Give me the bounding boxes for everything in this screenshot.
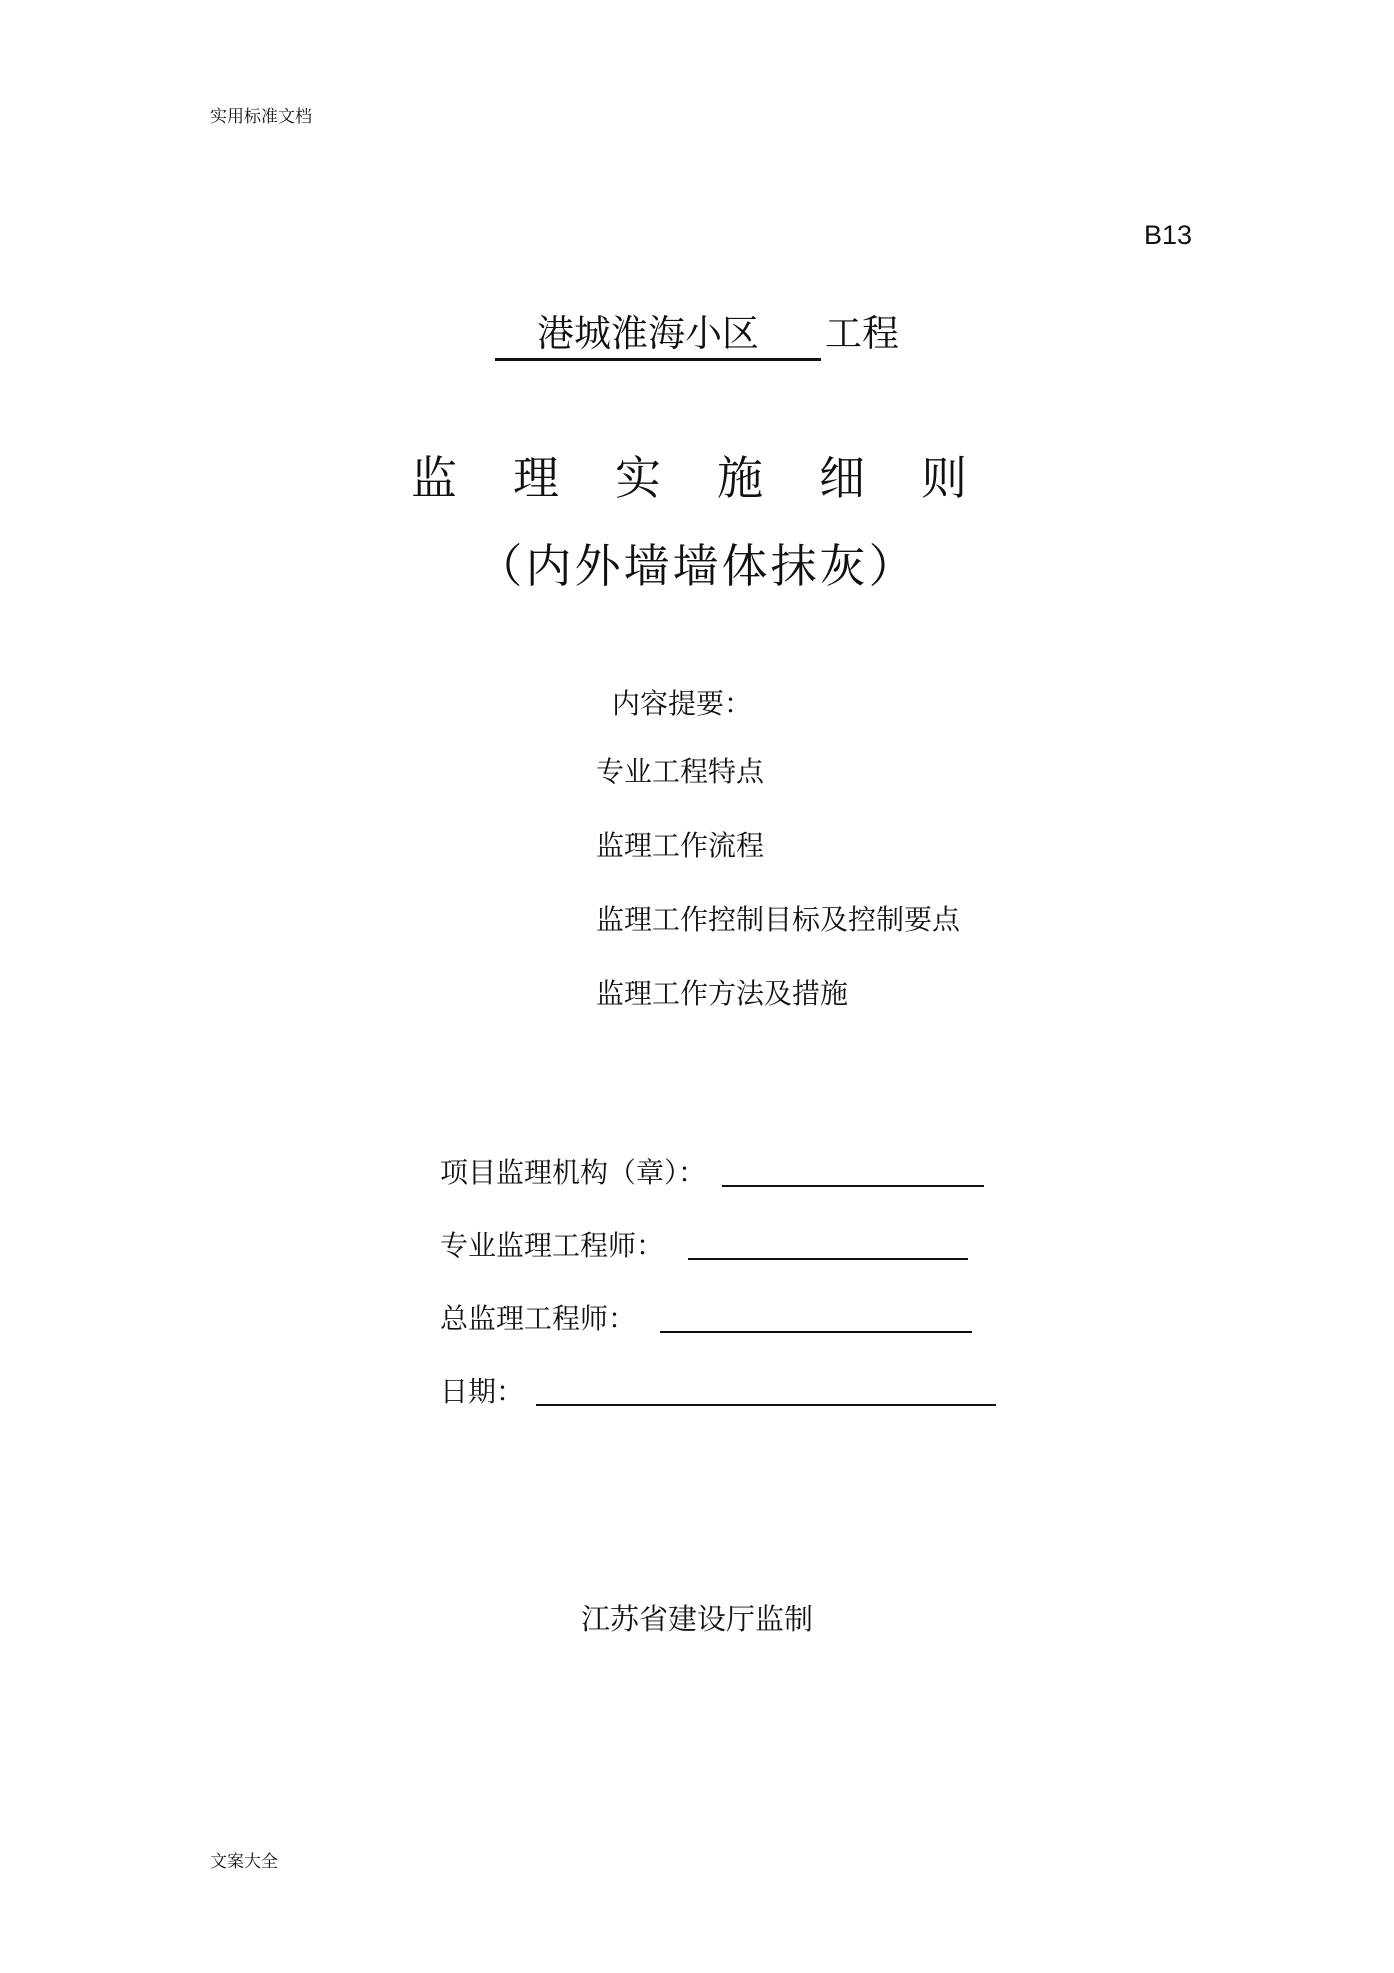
project-line — [0, 312, 1394, 361]
summary-item: 监理工作流程 — [596, 829, 765, 862]
signature-label: 总监理工程师： — [440, 1302, 637, 1335]
issuer: 江苏省建设厅监制 — [580, 1602, 813, 1636]
signature-label: 项目监理机构（章）： — [440, 1156, 707, 1189]
running-footer: 文案大全 — [210, 1852, 278, 1872]
signature-line[interactable] — [722, 1155, 984, 1187]
summary-list — [596, 754, 960, 1050]
signature-label: 日期： — [440, 1375, 525, 1408]
signature-row-specialist-engineer — [440, 1191, 996, 1264]
signature-block — [440, 1118, 996, 1410]
signature-row-chief-engineer — [440, 1264, 996, 1337]
document-subtitle: （内外墙墙体抹灰） — [476, 539, 918, 593]
project-name: 港城淮海小区 — [495, 313, 821, 361]
form-code: B13 — [1143, 220, 1192, 250]
signature-row-date — [440, 1337, 996, 1410]
project-suffix: 工程 — [825, 312, 899, 355]
running-header: 实用标准文档 — [210, 107, 312, 127]
signature-label: 专业监理工程师： — [440, 1229, 665, 1262]
signature-row-supervision-agency — [440, 1118, 996, 1191]
summary-item: 监理工作方法及措施 — [596, 977, 849, 1010]
signature-line[interactable] — [688, 1228, 968, 1260]
summary-item: 监理工作控制目标及控制要点 — [596, 903, 961, 936]
summary-heading: 内容提要： — [612, 687, 753, 720]
document-title: 监理实施细则 — [411, 451, 1023, 505]
signature-line[interactable] — [660, 1301, 972, 1333]
date-line[interactable] — [536, 1374, 996, 1406]
summary-item: 专业工程特点 — [596, 755, 765, 788]
